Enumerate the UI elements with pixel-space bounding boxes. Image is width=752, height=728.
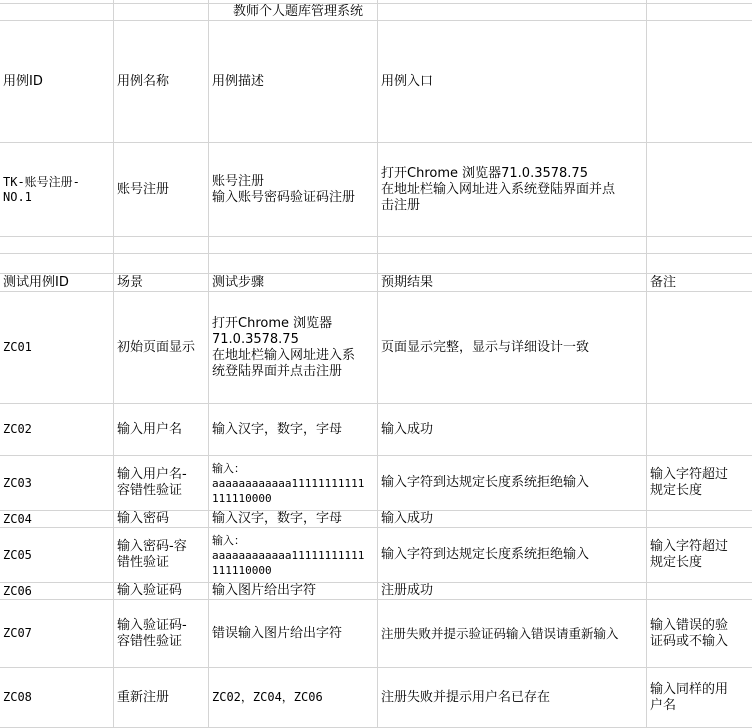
header-steps: 测试步骤 [212,274,265,290]
table-row-note: 输入错误的验 证码或不输入 [650,617,729,649]
table-row-note [647,583,752,599]
table-row-scene: 重新注册 [117,689,170,705]
table-row-id: ZC01 [3,340,32,354]
table-row-expected: 注册失败并提示验证码输入错误请重新输入 [381,625,619,641]
table-row-scene: 输入密码 [117,511,170,526]
table-row-scene: 输入用户名- 容错性验证 [117,467,187,498]
row-divider [0,236,752,237]
table-row-note: 输入同样的用 户名 [650,681,729,713]
table-row-scene: 输入验证码 [117,583,183,598]
header-case-entry: 用例入口 [381,73,434,89]
table-row-steps: 打开Chrome 浏览器 71.0.3578.75 在地址栏输入网址进入系 统登陆界面并点击注册 [212,315,356,379]
header-test-id: 测试用例ID [3,274,69,290]
table-row-id: ZC02 [3,422,32,436]
table-row-expected: 输入字符到达规定长度系统拒绝输入 [381,475,590,490]
table-row-note [647,404,752,455]
table-row-id: ZC06 [3,583,32,598]
table-row-scene: 输入密码-容 错性验证 [117,539,187,570]
table-row-steps: 输入汉字，数字，字母 [212,421,343,437]
case-name: 账号注册 [117,181,170,197]
table-row-expected: 输入成功 [381,511,434,526]
case-id: TK-账号注册- NO.1 [3,174,80,204]
table-row-expected: 输入成功 [381,421,434,437]
case-entry: 打开Chrome 浏览器71.0.3578.75 在地址栏输入网址进入系统登陆界面并点 击注册 [381,165,616,213]
header-scene: 场景 [117,274,144,290]
table-row-expected: 注册失败并提示用户名已存在 [381,689,551,705]
table-row-scene: 初始页面显示 [117,339,196,355]
header-case-id: 用例ID [3,73,43,89]
header-case-name: 用例名称 [117,73,170,89]
table-row-steps: 输入： aaaaaaaaaaaa11111111111 111110000 [212,461,365,505]
table-row-note: 输入字符超过 规定长度 [650,467,729,498]
table-row-steps: 输入汉字，数字，字母 [212,511,343,526]
table-row-expected: 注册成功 [381,583,434,598]
table-row-steps: 错误输入图片给出字符 [212,625,343,641]
table-row-scene: 输入验证码- 容错性验证 [117,617,187,649]
table-row-steps: 输入图片给出字符 [212,583,317,598]
table-row-id: ZC04 [3,511,32,526]
case-desc: 账号注册 输入账号密码验证码注册 [212,173,356,205]
table-row-scene: 输入用户名 [117,421,183,437]
header-note: 备注 [650,274,677,290]
table-row-expected: 输入字符到达规定长度系统拒绝输入 [381,547,590,562]
table-row-id: ZC08 [3,690,32,704]
row-divider [0,253,752,254]
table-row-steps: ZC02，ZC04，ZC06 [212,690,323,704]
header-expected: 预期结果 [381,274,434,290]
header-extra [647,21,752,142]
table-row-id: ZC07 [3,626,32,640]
sheet-title: 教师个人题库管理系统 [232,4,363,19]
header-case-desc: 用例描述 [212,73,265,89]
table-row-note [647,511,752,527]
table-row-id: ZC05 [3,547,32,562]
table-row-steps: 输入： aaaaaaaaaaaa11111111111 111110000 [212,533,365,577]
table-row-note [647,292,752,403]
table-row-id: ZC03 [3,475,32,490]
table-row-note: 输入字符超过 规定长度 [650,539,729,570]
table-row-expected: 页面显示完整，显示与详细设计一致 [381,339,590,355]
